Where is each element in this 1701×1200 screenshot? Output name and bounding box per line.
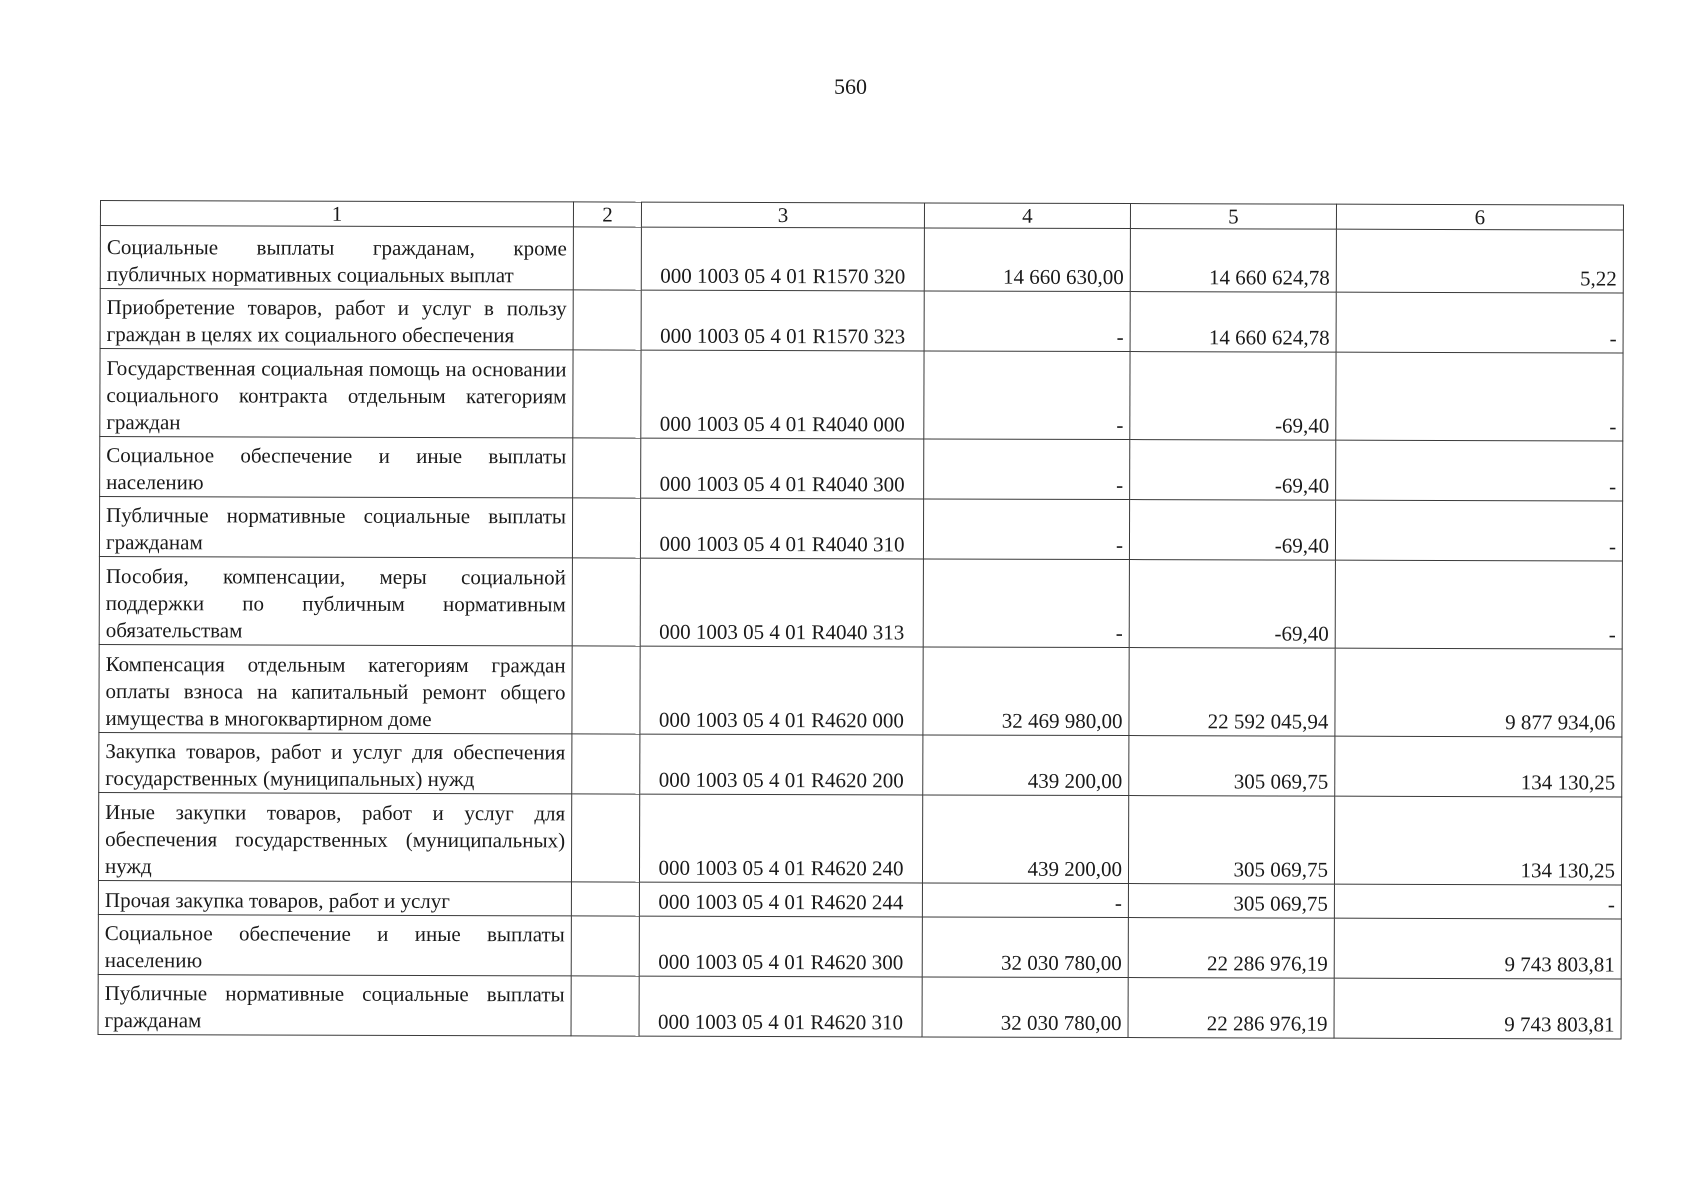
row-code: 000 1003 05 4 01 R4040 313 <box>640 558 923 647</box>
row-col2 <box>571 916 639 976</box>
row-value-6: - <box>1335 560 1622 649</box>
row-code: 000 1003 05 4 01 R4620 200 <box>640 734 923 795</box>
table-row <box>99 644 1622 737</box>
row-name: Иные закупки товаров, работ и услуг для обеспечения государственных (муниципальных) нужд <box>98 792 571 881</box>
table-row <box>100 289 1623 354</box>
row-col2 <box>573 290 641 350</box>
row-value-5: 22 286 976,19 <box>1128 918 1334 979</box>
row-value-4: 439 200,00 <box>922 795 1128 884</box>
column-header: 5 <box>1130 204 1336 230</box>
row-col2 <box>572 734 640 794</box>
table-row <box>98 880 1621 919</box>
row-value-5: -69,40 <box>1129 500 1335 561</box>
row-value-4: - <box>924 439 1130 500</box>
row-value-5: -69,40 <box>1130 352 1336 441</box>
row-code: 000 1003 05 4 01 R1570 323 <box>641 290 924 351</box>
page-number: 560 <box>834 74 867 99</box>
row-value-5: 14 660 624,78 <box>1130 292 1336 353</box>
column-header: 2 <box>573 202 641 227</box>
row-value-6: 9 743 803,81 <box>1334 918 1621 979</box>
row-col2 <box>571 794 639 882</box>
row-col2 <box>572 498 640 558</box>
row-name: Прочая закупка товаров, работ и услуг <box>98 880 571 915</box>
row-value-6: 134 130,25 <box>1334 796 1621 885</box>
row-value-6: 9 743 803,81 <box>1334 978 1621 1039</box>
row-code: 000 1003 05 4 01 R4040 000 <box>641 350 924 439</box>
row-value-6: - <box>1335 500 1622 561</box>
row-name: Пособия, компенсации, меры социальной поддержки по публичным нормативным обязательствам <box>99 556 572 645</box>
row-value-4: 32 469 980,00 <box>923 647 1129 736</box>
row-col2 <box>573 227 641 290</box>
row-value-4: - <box>924 291 1130 352</box>
row-name: Компенсация отдельным категориям граждан оплаты взноса на капитальный ремонт общего имущества в многоквартирном доме <box>99 644 572 733</box>
row-value-5: -69,40 <box>1130 440 1336 501</box>
row-value-6: 5,22 <box>1336 229 1623 293</box>
row-value-5: 305 069,75 <box>1129 736 1335 797</box>
row-value-5: 22 592 045,94 <box>1129 648 1335 737</box>
table-row <box>99 497 1622 562</box>
table-row <box>98 792 1621 885</box>
row-col2 <box>573 438 641 498</box>
table-row <box>99 556 1622 649</box>
row-value-5: 14 660 624,78 <box>1130 229 1336 293</box>
row-value-4: - <box>923 499 1129 560</box>
row-value-4: - <box>924 351 1130 440</box>
column-header: 6 <box>1336 204 1623 230</box>
row-value-6: 9 877 934,06 <box>1335 648 1622 737</box>
row-value-4: 32 030 780,00 <box>922 917 1128 978</box>
row-value-6: - <box>1336 292 1623 353</box>
row-value-5: 22 286 976,19 <box>1128 978 1334 1039</box>
row-name: Приобретение товаров, работ и услуг в пользу граждан в целях их социального обеспечения <box>100 289 573 350</box>
row-code: 000 1003 05 4 01 R4620 000 <box>640 646 923 735</box>
row-name: Закупка товаров, работ и услуг для обеспечения государственных (муниципальных) нужд <box>99 732 572 793</box>
row-value-4: 14 660 630,00 <box>924 228 1130 292</box>
row-code: 000 1003 05 4 01 R4040 300 <box>641 438 924 499</box>
row-name: Социальное обеспечение и иные выплаты населению <box>100 437 573 498</box>
row-code: 000 1003 05 4 01 R4040 310 <box>640 498 923 559</box>
row-value-5: 305 069,75 <box>1128 796 1334 885</box>
row-value-6: - <box>1336 352 1623 441</box>
row-name: Государственная социальная помощь на основании социального контракта отдельным категориям граждан <box>100 349 573 438</box>
row-col2 <box>572 558 640 646</box>
row-value-4: - <box>922 883 1128 918</box>
row-value-6: 134 130,25 <box>1335 736 1622 797</box>
row-name: Публичные нормативные социальные выплаты гражданам <box>98 974 571 1035</box>
row-name: Социальные выплаты гражданам, кроме публичных нормативных социальных выплат <box>100 226 573 290</box>
row-col2 <box>573 350 641 438</box>
column-header: 4 <box>924 203 1130 229</box>
column-header: 1 <box>100 201 573 227</box>
row-value-6: - <box>1336 440 1623 501</box>
row-value-5: 305 069,75 <box>1128 884 1334 919</box>
column-header: 3 <box>641 202 924 228</box>
row-value-5: -69,40 <box>1129 560 1335 649</box>
row-name: Социальное обеспечение и иные выплаты населению <box>98 914 571 975</box>
row-code: 000 1003 05 4 01 R4620 240 <box>639 794 922 883</box>
row-col2 <box>571 882 639 916</box>
table-row <box>99 732 1622 797</box>
row-value-4: 32 030 780,00 <box>922 977 1128 1038</box>
table-row <box>100 226 1623 294</box>
row-col2 <box>572 646 640 734</box>
row-value-4: - <box>923 559 1129 648</box>
row-code: 000 1003 05 4 01 R1570 320 <box>641 227 924 291</box>
row-code: 000 1003 05 4 01 R4620 244 <box>639 882 922 917</box>
row-code: 000 1003 05 4 01 R4620 310 <box>639 976 922 1037</box>
table-row <box>100 349 1623 442</box>
row-value-6: - <box>1334 884 1621 919</box>
row-code: 000 1003 05 4 01 R4620 300 <box>639 916 922 977</box>
row-col2 <box>571 976 639 1036</box>
table-row <box>100 437 1623 502</box>
budget-table <box>98 200 1624 1040</box>
row-name: Публичные нормативные социальные выплаты гражданам <box>99 497 572 558</box>
table-row <box>98 914 1621 979</box>
row-value-4: 439 200,00 <box>923 735 1129 796</box>
table-row <box>98 974 1621 1039</box>
